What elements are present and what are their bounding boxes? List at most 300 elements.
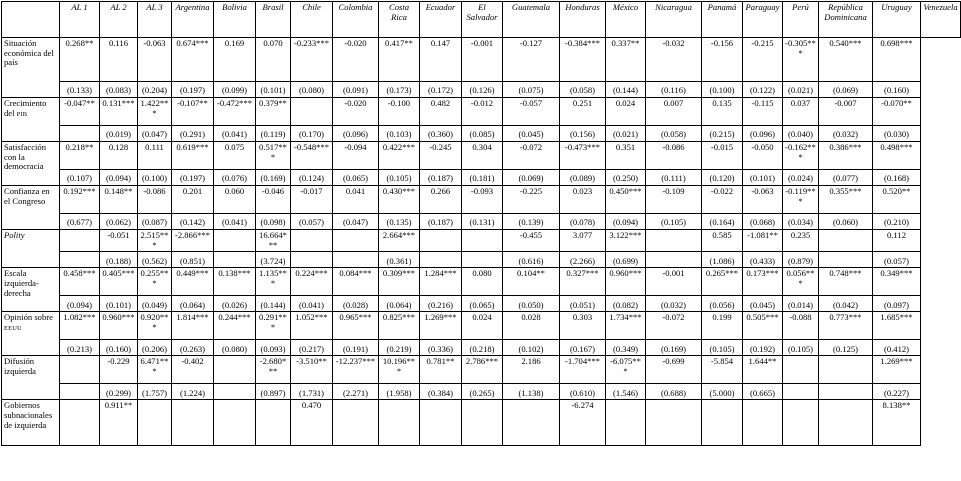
coefficient-cell xyxy=(214,230,256,252)
coefficient-cell: 0.417** xyxy=(379,38,420,82)
std-error-cell: (0.096) xyxy=(333,126,379,142)
coefficient-cell xyxy=(60,400,100,446)
std-error-cell: (0.051) xyxy=(560,296,606,312)
std-error-cell: (0.168) xyxy=(873,170,921,186)
coefficient-cell: -0.162*** xyxy=(783,142,819,170)
variable-label-text: Escala izquierda-derecha xyxy=(4,268,39,298)
std-error-cell: (0.083) xyxy=(100,82,138,98)
column-header: Honduras xyxy=(560,2,606,38)
column-header: Venezuela xyxy=(921,2,961,38)
std-error-cell: (0.169) xyxy=(646,340,702,356)
std-error-cell: (0.069) xyxy=(819,82,873,98)
std-error-cell xyxy=(819,252,873,268)
coefficient-cell: 0.470 xyxy=(291,400,333,446)
std-error-cell: (0.135) xyxy=(379,214,420,230)
header-corner xyxy=(2,2,60,38)
std-error-cell: (0.040) xyxy=(783,126,819,142)
std-error-cell: (0.218) xyxy=(462,340,503,356)
coefficient-cell: -0.229 xyxy=(100,356,138,384)
coefficient-cell xyxy=(172,400,214,446)
column-header: Panamá xyxy=(702,2,743,38)
column-header: Costa Rica xyxy=(379,2,420,38)
coefficient-cell: -0.020 xyxy=(333,98,379,126)
std-error-cell: (0.080) xyxy=(291,82,333,98)
coefficient-cell: 0.028 xyxy=(503,312,560,340)
std-error-cell: (0.041) xyxy=(291,296,333,312)
std-error-cell: (0.026) xyxy=(214,296,256,312)
std-error-cell: (0.091) xyxy=(333,82,379,98)
std-error-cell: (0.133) xyxy=(60,82,100,98)
coefficient-cell: -0.115 xyxy=(743,98,783,126)
std-error-cell: (0.101) xyxy=(100,296,138,312)
coefficient-cell: 0.355*** xyxy=(819,186,873,214)
coefficient-cell: 0.104** xyxy=(503,268,560,296)
coefficient-cell: -0.046 xyxy=(256,186,291,214)
coefficient-cell: -12.237*** xyxy=(333,356,379,384)
coefficient-row xyxy=(2,400,961,446)
std-error-cell: (0.227) xyxy=(873,384,921,400)
std-error-cell: (0.098) xyxy=(256,214,291,230)
coefficient-cell: 0.135 xyxy=(702,98,743,126)
coefficient-cell: 0.351 xyxy=(606,142,646,170)
std-error-cell: (0.049) xyxy=(138,296,172,312)
coefficient-cell: 0.498*** xyxy=(873,142,921,170)
std-error-cell: (0.433) xyxy=(743,252,783,268)
coefficient-cell xyxy=(214,356,256,384)
coefficient-row xyxy=(2,230,961,252)
coefficient-cell: -0.245 xyxy=(420,142,462,170)
std-error-cell: (0.041) xyxy=(214,126,256,142)
std-error-cell: (0.021) xyxy=(606,126,646,142)
variable-label xyxy=(2,142,60,186)
std-error-cell: (0.080) xyxy=(214,340,256,356)
coefficient-cell: -0.086 xyxy=(138,186,172,214)
coefficient-cell: 1.284*** xyxy=(420,268,462,296)
coefficient-cell: -0.109 xyxy=(646,186,702,214)
coefficient-cell: 0.148** xyxy=(100,186,138,214)
coefficient-cell: -6.075*** xyxy=(606,356,646,384)
std-error-cell xyxy=(333,252,379,268)
coefficient-cell: 2.664*** xyxy=(379,230,420,252)
std-error-cell: (0.105) xyxy=(646,214,702,230)
coefficient-cell xyxy=(819,356,873,384)
std-error-cell: (0.096) xyxy=(743,126,783,142)
coefficient-cell: 0.619*** xyxy=(172,142,214,170)
coefficient-cell: -5.854 xyxy=(702,356,743,384)
coefficient-cell: -2.680*** xyxy=(256,356,291,384)
coefficient-row xyxy=(2,38,961,82)
coefficient-cell xyxy=(646,400,702,446)
coefficient-cell: -6.274 xyxy=(560,400,606,446)
std-error-cell: (0.851) xyxy=(172,252,214,268)
std-error-row xyxy=(2,252,961,268)
coefficient-cell: -0.455 xyxy=(503,230,560,252)
variable-label xyxy=(2,400,60,446)
coefficient-cell xyxy=(819,400,873,446)
variable-label xyxy=(2,186,60,230)
coefficient-cell: -0.020 xyxy=(333,38,379,82)
std-error-cell: (0.064) xyxy=(172,296,214,312)
coefficient-cell: 0.173*** xyxy=(743,268,783,296)
coefficient-cell xyxy=(379,400,420,446)
std-error-cell: (0.087) xyxy=(138,214,172,230)
coefficient-cell: 2.515*** xyxy=(138,230,172,252)
coefficient-cell: 1.082*** xyxy=(60,312,100,340)
coefficient-cell xyxy=(819,230,873,252)
column-header: México xyxy=(606,2,646,38)
std-error-cell: (0.562) xyxy=(138,252,172,268)
coefficient-cell: 0.327*** xyxy=(560,268,606,296)
coefficient-cell: -0.022 xyxy=(702,186,743,214)
std-error-cell: (0.082) xyxy=(606,296,646,312)
coefficient-cell: 0.674*** xyxy=(172,38,214,82)
coefficient-cell: -0.001 xyxy=(646,268,702,296)
coefficient-cell: -0.007 xyxy=(819,98,873,126)
variable-label xyxy=(2,356,60,400)
std-error-cell: (0.210) xyxy=(873,214,921,230)
std-error-cell: (0.160) xyxy=(100,340,138,356)
coefficient-cell: -0.402 xyxy=(172,356,214,384)
coefficient-cell: 0.422*** xyxy=(379,142,420,170)
std-error-cell xyxy=(60,384,100,400)
variable-label xyxy=(2,98,60,142)
std-error-cell: (5.000) xyxy=(702,384,743,400)
std-error-cell xyxy=(819,384,873,400)
std-error-cell: (0.100) xyxy=(702,82,743,98)
std-error-cell: (1.086) xyxy=(702,252,743,268)
std-error-cell xyxy=(214,384,256,400)
std-error-cell: (0.032) xyxy=(819,126,873,142)
std-error-cell: (0.111) xyxy=(646,170,702,186)
coefficient-cell: 0.585 xyxy=(702,230,743,252)
variable-label-text: Gobiernos subnacionales de izquierda xyxy=(4,400,53,430)
coefficient-cell: 1.269*** xyxy=(420,312,462,340)
std-error-cell: (0.094) xyxy=(60,296,100,312)
std-error-cell: (0.041) xyxy=(214,214,256,230)
std-error-row xyxy=(2,214,961,230)
std-error-cell: (0.058) xyxy=(646,126,702,142)
coefficient-cell: 0.056*** xyxy=(783,268,819,296)
variable-label xyxy=(2,38,60,98)
coefficient-cell: -0.119*** xyxy=(783,186,819,214)
variable-label xyxy=(2,268,60,312)
coefficient-cell: 0.291*** xyxy=(256,312,291,340)
coefficient-cell xyxy=(646,230,702,252)
coefficient-cell: 0.070 xyxy=(256,38,291,82)
coefficient-cell: 1.052*** xyxy=(291,312,333,340)
coefficient-cell: -0.472*** xyxy=(214,98,256,126)
coefficient-cell: 0.337** xyxy=(606,38,646,82)
coefficient-cell: -0.072 xyxy=(646,312,702,340)
std-error-cell: (2.266) xyxy=(560,252,606,268)
std-error-cell: (0.677) xyxy=(60,214,100,230)
coefficient-cell: 0.698*** xyxy=(873,38,921,82)
variable-label xyxy=(2,312,60,356)
std-error-cell: (0.144) xyxy=(606,82,646,98)
coefficient-cell: 0.024 xyxy=(606,98,646,126)
coefficient-cell: 0.080 xyxy=(462,268,503,296)
std-error-cell: (0.030) xyxy=(873,126,921,142)
std-error-cell: (0.170) xyxy=(291,126,333,142)
coefficient-cell: 0.111 xyxy=(138,142,172,170)
coefficient-cell xyxy=(138,400,172,446)
std-error-row xyxy=(2,82,961,98)
coefficient-row xyxy=(2,98,961,126)
coefficient-cell: 0.449*** xyxy=(172,268,214,296)
coefficient-cell: -1.081** xyxy=(743,230,783,252)
coefficient-cell: -0.225 xyxy=(503,186,560,214)
std-error-cell: (0.034) xyxy=(783,214,819,230)
std-error-cell: (0.197) xyxy=(172,170,214,186)
coefficient-cell: 0.024 xyxy=(462,312,503,340)
std-error-cell: (1.757) xyxy=(138,384,172,400)
coefficient-cell: -0.001 xyxy=(462,38,503,82)
coefficient-cell: 1.734*** xyxy=(606,312,646,340)
std-error-cell: (0.057) xyxy=(291,214,333,230)
std-error-cell: (0.069) xyxy=(503,170,560,186)
std-error-cell: (0.897) xyxy=(256,384,291,400)
coefficient-cell: 0.960*** xyxy=(606,268,646,296)
std-error-cell: (0.169) xyxy=(256,170,291,186)
column-header: Brasil xyxy=(256,2,291,38)
coefficient-cell: 0.349*** xyxy=(873,268,921,296)
std-error-cell: (0.101) xyxy=(256,82,291,98)
coefficient-cell: 0.169 xyxy=(214,38,256,82)
std-error-cell: (0.263) xyxy=(172,340,214,356)
coefficient-cell: -0.047** xyxy=(60,98,100,126)
std-error-cell: (0.089) xyxy=(560,170,606,186)
coefficient-cell: 0.192*** xyxy=(60,186,100,214)
std-error-cell: (0.131) xyxy=(462,214,503,230)
std-error-cell: (0.101) xyxy=(743,170,783,186)
coefficient-cell xyxy=(60,356,100,384)
column-header: Nicaragua xyxy=(646,2,702,38)
coefficient-cell: 0.244*** xyxy=(214,312,256,340)
std-error-cell: (0.349) xyxy=(606,340,646,356)
std-error-cell: (0.100) xyxy=(138,170,172,186)
std-error-cell: (0.616) xyxy=(503,252,560,268)
std-error-cell: (3.724) xyxy=(256,252,291,268)
coefficient-cell: -0.156 xyxy=(702,38,743,82)
std-error-cell: (1.731) xyxy=(291,384,333,400)
std-error-cell: (0.187) xyxy=(420,170,462,186)
coefficient-cell: 0.255*** xyxy=(138,268,172,296)
std-error-cell: (0.094) xyxy=(100,170,138,186)
std-error-cell: (0.126) xyxy=(462,82,503,98)
variable-label-text: Opinión sobre xyxy=(4,312,53,323)
coefficient-cell: 0.748*** xyxy=(819,268,873,296)
coefficient-cell xyxy=(291,98,333,126)
coefficient-cell: 0.965*** xyxy=(333,312,379,340)
std-error-cell: (0.213) xyxy=(60,340,100,356)
std-error-cell: (0.879) xyxy=(783,252,819,268)
coefficient-cell xyxy=(606,400,646,446)
std-error-cell: (0.019) xyxy=(100,126,138,142)
std-error-cell: (0.103) xyxy=(379,126,420,142)
std-error-cell: (0.206) xyxy=(138,340,172,356)
coefficient-cell: 0.540*** xyxy=(819,38,873,82)
std-error-cell: (0.097) xyxy=(873,296,921,312)
std-error-cell: (0.360) xyxy=(420,126,462,142)
variable-label-abbrev: EEUU xyxy=(4,324,22,332)
coefficient-cell: 0.773*** xyxy=(819,312,873,340)
std-error-cell: (0.058) xyxy=(560,82,606,98)
std-error-cell: (0.688) xyxy=(646,384,702,400)
coefficient-cell: -0.012 xyxy=(462,98,503,126)
std-error-cell: (0.192) xyxy=(743,340,783,356)
coefficient-cell: -0.050 xyxy=(743,142,783,170)
std-error-cell: (0.105) xyxy=(702,340,743,356)
coefficient-cell: 0.304 xyxy=(462,142,503,170)
std-error-cell: (0.120) xyxy=(702,170,743,186)
coefficient-cell xyxy=(783,400,819,446)
std-error-cell: (0.076) xyxy=(214,170,256,186)
coefficient-cell: -0.017 xyxy=(291,186,333,214)
std-error-cell: (0.062) xyxy=(100,214,138,230)
column-header: AL 1 xyxy=(60,2,100,38)
coefficient-cell: 0.147 xyxy=(420,38,462,82)
coefficient-cell: 0.116 xyxy=(100,38,138,82)
std-error-cell: (0.412) xyxy=(873,340,921,356)
variable-label-abbrev: PIB xyxy=(16,110,28,118)
std-error-cell: (0.173) xyxy=(379,82,420,98)
std-error-row xyxy=(2,296,961,312)
coefficient-cell: 0.505*** xyxy=(743,312,783,340)
std-error-cell: (0.219) xyxy=(379,340,420,356)
coefficient-cell: 0.482 xyxy=(420,98,462,126)
coefficient-row xyxy=(2,356,961,384)
std-error-cell: (0.187) xyxy=(420,214,462,230)
std-error-cell: (0.105) xyxy=(783,340,819,356)
coefficient-cell: -0.100 xyxy=(379,98,420,126)
coefficient-row xyxy=(2,312,961,340)
std-error-cell: (0.361) xyxy=(379,252,420,268)
coefficient-cell: -0.072 xyxy=(503,142,560,170)
coefficient-cell: 0.405*** xyxy=(100,268,138,296)
coefficient-cell: 6.471*** xyxy=(138,356,172,384)
column-header: Bolivia xyxy=(214,2,256,38)
std-error-cell: (0.102) xyxy=(503,340,560,356)
std-error-cell xyxy=(214,252,256,268)
coefficient-cell xyxy=(291,230,333,252)
coefficient-cell: 0.224*** xyxy=(291,268,333,296)
variable-label-text: Polity xyxy=(4,230,25,240)
coefficient-cell: 1.814*** xyxy=(172,312,214,340)
coefficient-cell: -0.107** xyxy=(172,98,214,126)
coefficient-cell: 0.911** xyxy=(100,400,138,446)
coefficient-cell: -0.057 xyxy=(503,98,560,126)
coefficient-cell: -0.548*** xyxy=(291,142,333,170)
coefficient-cell: 0.450*** xyxy=(606,186,646,214)
std-error-cell xyxy=(420,252,462,268)
coefficient-cell: 0.037 xyxy=(783,98,819,126)
coefficient-cell xyxy=(462,400,503,446)
coefficient-cell: 16.664*** xyxy=(256,230,291,252)
coefficient-cell xyxy=(420,400,462,446)
coefficient-cell: 2.786*** xyxy=(462,356,503,384)
coefficient-cell: -0.032 xyxy=(646,38,702,82)
coefficient-cell: 1.422*** xyxy=(138,98,172,126)
std-error-cell: (0.068) xyxy=(743,214,783,230)
std-error-cell: (0.107) xyxy=(60,170,100,186)
coefficient-cell: -0.233*** xyxy=(291,38,333,82)
column-header: Uruguay xyxy=(873,2,921,38)
std-error-cell: (0.045) xyxy=(503,126,560,142)
std-error-cell: (0.139) xyxy=(503,214,560,230)
coefficient-cell xyxy=(462,230,503,252)
std-error-cell: (0.299) xyxy=(100,384,138,400)
variable-label-text: Crecimiento del xyxy=(4,98,47,118)
coefficient-cell: -3.510** xyxy=(291,356,333,384)
coefficient-cell: 0.199 xyxy=(702,312,743,340)
column-header: El Salvador xyxy=(462,2,503,38)
coefficient-cell: -0.063 xyxy=(743,186,783,214)
variable-label-text: Confianza en el Congreso xyxy=(4,186,50,206)
column-header: AL 3 xyxy=(138,2,172,38)
std-error-cell: (0.056) xyxy=(702,296,743,312)
std-error-cell: (0.215) xyxy=(702,126,743,142)
column-header: Colombia xyxy=(333,2,379,38)
regression-results-table xyxy=(1,1,961,446)
std-error-cell xyxy=(783,384,819,400)
std-error-cell: (0.197) xyxy=(172,82,214,98)
coefficient-cell: -0.699 xyxy=(646,356,702,384)
std-error-cell: (0.122) xyxy=(743,82,783,98)
std-error-cell: (0.156) xyxy=(560,126,606,142)
table-body xyxy=(2,38,961,446)
coefficient-cell: -0.086 xyxy=(646,142,702,170)
coefficient-cell: -0.088 xyxy=(783,312,819,340)
coefficient-cell: 0.023 xyxy=(560,186,606,214)
coefficient-cell: 0.430*** xyxy=(379,186,420,214)
coefficient-cell: 0.218** xyxy=(60,142,100,170)
std-error-cell xyxy=(646,252,702,268)
std-error-cell: (0.610) xyxy=(560,384,606,400)
coefficient-cell: -0.093 xyxy=(462,186,503,214)
std-error-cell: (0.160) xyxy=(873,82,921,98)
coefficient-cell: 0.201 xyxy=(172,186,214,214)
coefficient-cell: 0.517*** xyxy=(256,142,291,170)
variable-label-text: Difusión izquierda xyxy=(4,356,36,376)
column-header: Argentina xyxy=(172,2,214,38)
coefficient-cell: 0.251 xyxy=(560,98,606,126)
std-error-cell: (0.125) xyxy=(819,340,873,356)
coefficient-row xyxy=(2,268,961,296)
coefficient-cell: 0.060 xyxy=(214,186,256,214)
coefficient-cell: 0.138*** xyxy=(214,268,256,296)
std-error-cell: (0.119) xyxy=(256,126,291,142)
std-error-cell xyxy=(462,252,503,268)
std-error-row xyxy=(2,126,961,142)
std-error-cell: (0.014) xyxy=(783,296,819,312)
std-error-cell xyxy=(60,252,100,268)
coefficient-row xyxy=(2,186,961,214)
std-error-cell: (0.188) xyxy=(100,252,138,268)
coefficient-cell xyxy=(256,400,291,446)
coefficient-cell: -0.051 xyxy=(100,230,138,252)
std-error-cell: (0.028) xyxy=(333,296,379,312)
std-error-cell: (0.291) xyxy=(172,126,214,142)
coefficient-cell xyxy=(333,400,379,446)
std-error-cell: (0.057) xyxy=(873,252,921,268)
coefficient-cell: 3.077 xyxy=(560,230,606,252)
coefficient-cell: 0.960*** xyxy=(100,312,138,340)
std-error-cell: (0.250) xyxy=(606,170,646,186)
coefficient-cell: -0.070** xyxy=(873,98,921,126)
coefficient-cell: 0.309*** xyxy=(379,268,420,296)
std-error-cell xyxy=(60,126,100,142)
std-error-cell: (0.060) xyxy=(819,214,873,230)
